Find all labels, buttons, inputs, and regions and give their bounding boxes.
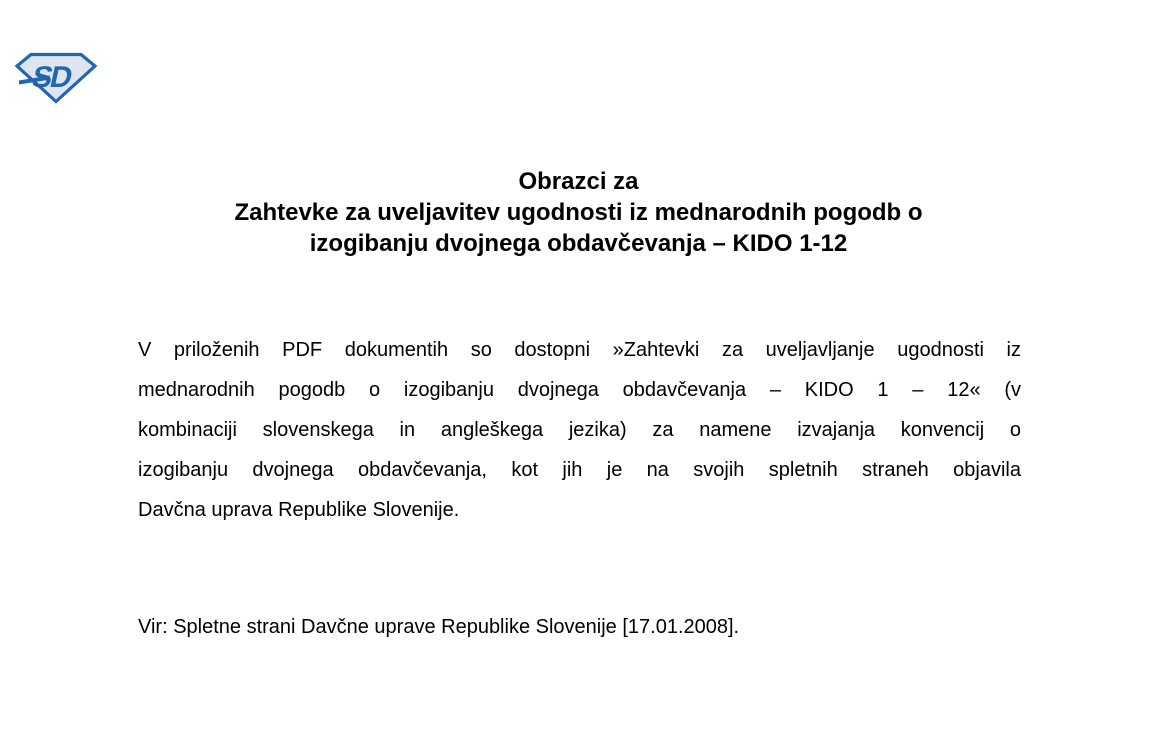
paragraph-line-1: V priloženih PDF dokumentih so dostopni »Zahtevki za uveljavljanje ugodnosti iz xyxy=(138,339,1021,361)
title-line-3: izogibanju dvojnega obdavčevanja – KIDO 1-12 xyxy=(309,230,848,257)
paragraph-line-2: mednarodnih pogodb o izogibanju dvojnega obdavčevanja – KIDO 1 – 12« (v xyxy=(138,379,1021,401)
logo-letters: SD xyxy=(29,61,74,94)
paragraph-line-5: Davčna uprava Republike Slovenije. xyxy=(138,499,460,521)
paragraph-line-3: kombinaciji slovenskega in angleškega jezika) za namene izvajanja konvencij o xyxy=(138,419,1021,441)
paragraph-line-4: izogibanju dvojnega obdavčevanja, kot jih je na svojih spletnih straneh objavila xyxy=(138,459,1021,481)
sd-logo xyxy=(14,52,98,104)
title-line-2: Zahtevke za uveljavitev ugodnosti iz mednarodnih pogodb o xyxy=(234,199,923,226)
body-paragraph xyxy=(138,330,1021,530)
document-title xyxy=(0,166,1157,259)
source-line: Vir: Spletne strani Davčne uprave Republike Slovenije [17.01.2008]. xyxy=(138,616,740,638)
title-line-1: Obrazci za xyxy=(518,168,639,195)
sd-logo-icon xyxy=(14,52,98,104)
